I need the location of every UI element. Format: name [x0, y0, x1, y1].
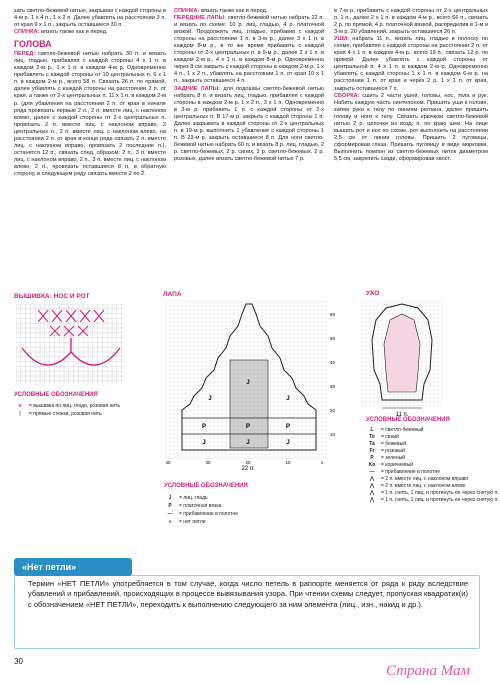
legend-item	[366, 427, 499, 434]
increase-icon: —	[167, 511, 173, 517]
legend-symbol-icon: ⋀	[369, 483, 375, 489]
paw-x-tick: 10	[285, 460, 291, 465]
legend-text: = прибавление в полотне	[381, 469, 440, 475]
paragraph	[174, 15, 324, 85]
legend-item	[164, 518, 238, 526]
legend-text: = 1 п. снять, 1 лиц. и протянуть ее через снятую п.	[381, 497, 499, 503]
paw-y-tick: 50	[330, 336, 336, 341]
paw-x-tick: 1	[320, 460, 324, 465]
paragraph: в 7-м р. прибавить с каждой стороны от 2-х центральных п. 1 п., далее 2 х 1 п. в каждом 4-м р., всего 66 п., связать 2 р. по прямой, 4 р. платочной вязкой, распределив в 1-м и 3-м р. 20 убавлений, закрыть оставшиеся 26 п.	[334, 8, 488, 36]
paw-no-stitch-area	[230, 360, 268, 448]
embroidery-legend	[14, 402, 120, 418]
paw-mark: J	[202, 440, 206, 446]
ear-heading: УХО	[366, 290, 380, 297]
embroidery-grid	[16, 304, 124, 384]
legend-symbol-icon: Ta	[369, 441, 375, 447]
page-number: 30	[14, 657, 23, 666]
legend-text: = вышивка по лиц. глади, розовая нить	[29, 403, 121, 409]
text-column-3	[334, 8, 488, 163]
paw-mark: J	[246, 440, 250, 446]
paw-y-tick: 40	[330, 360, 336, 365]
paw-legend	[164, 494, 238, 526]
legend-text: = светло-бежевый	[381, 427, 424, 433]
stockinette-icon: J	[168, 495, 172, 501]
section-label: УШИ:	[334, 36, 349, 43]
paw-x-tick: 30	[205, 460, 211, 465]
paw-y-tick: 60	[330, 312, 336, 317]
paw-x-tick: 20	[245, 460, 251, 465]
legend-item	[14, 410, 120, 418]
paw-chart	[160, 300, 336, 472]
paragraph-text: для подошвы светло-бежевой нитью набрать 8 п. и вязать лиц. гладью, прибавляя с каждой стороны в каждом 2-м р. 1 х 2 п., 3 х 1 п. Одновременно в 3-м р. прибавить 1 п. с каждой стороны от 2-х центральных п. В 17-м р. закрыть с каждой стороны 1 п. Далее закрывать в каждой стороны от 2-х центральных п. в 19-м р. выполнить 1 убавление с каждой стороны 1 п. В 23-м р. закрыть оставшиеся 8 п. Для ноги светло-бежевой нитью набрать 60 п. и вязать 8 р. лиц. гладью, 2 р. светло-бежевых, 2 р. синих, 2 р. светло-бежевых, 2 р. розовых, далее вязать светло-бежевой нитью 7 р.	[174, 85, 324, 162]
paragraph	[334, 36, 488, 92]
legend-item	[366, 469, 499, 476]
embroidery-heading: ВЫШИВКА: НОС И РОТ	[14, 293, 90, 300]
legend-symbol-icon: P	[370, 455, 374, 461]
legend-text: = синий	[381, 434, 399, 440]
legend-text: = розовый	[381, 448, 405, 454]
paragraph-text: вязать также как и перед.	[39, 29, 108, 36]
legend-item	[366, 455, 499, 462]
legend-item	[14, 402, 120, 410]
straight-stitch-icon: |	[19, 411, 21, 417]
ear-inner-stripe	[384, 314, 420, 392]
paragraph	[334, 93, 488, 163]
paw-legend-title: УСЛОВНЫЕ ОБОЗНАЧЕНИЯ	[164, 483, 248, 489]
legend-text: = нет петли	[179, 519, 206, 525]
paragraph	[174, 86, 324, 164]
embroidery-chart	[16, 304, 126, 386]
legend-item	[164, 502, 238, 510]
paw-mark: J	[208, 396, 212, 402]
paw-mark: J	[246, 380, 250, 386]
ear-chart	[360, 300, 450, 420]
paragraph	[174, 8, 324, 15]
legend-symbol-icon: ⋀	[369, 476, 375, 482]
paragraph	[14, 51, 166, 178]
text-column-1	[14, 8, 166, 178]
section-label: ПЕРЕД:	[14, 51, 36, 58]
section-label: СБОРКА:	[334, 92, 360, 99]
embroidery-legend-title: УСЛОВНЫЕ ОБОЗНАЧЕНИЯ	[14, 392, 98, 398]
paragraph-text: светло-бежевой нитью набрать 22 п. и вязать по схеме: 10 р. лиц. гладью, 4 р. платочной вязкой. Продолжить лиц. гладью, прибавив с каждой стороны на расстоянии 1 п. в 3-м р., далее 3 х 1 п. в каждом 8-м р., в то же время прибавить с каждой стороны от 2-х центральных п. в 9-м р., далее 2 х 1 п. в каждом 2-м р., 4 х 1 п. в каждом 8-м р. Одновременно через 8 см закрыть с каждой стороны в каждом 2-м р. 1 х 4 п., 1 х 2 п., убавлять на расстоянии 1 п. от края 10 х 1 п., закрыть оставшиеся 4 п.	[174, 15, 324, 85]
legend-item	[164, 510, 238, 518]
paragraph-text: сшить 2 части ушей, головы, нос, тела и рук. Набить каждую часть синтепоном. Пришить уши к голове, затем руки к телу по линиям реглана, далее пришить голову и ноги к телу. Связать крючком светло-бежевой нитью 2 р. цепочки из возд. п. по краю шеи. На лице вышить рот и нос по схеме, рот выполнить на расстоянии 2,5 см от линии головы. Пришить 2 пуговицы, сформировав глаза. Пришить пуговицу в виде морковки. Выполнить помпон из светло-бежевых ниток диаметром 5,5 см, закрепить сзади, сформировав хвост.	[334, 92, 488, 162]
ear-legend	[366, 427, 499, 504]
paragraph: зать светло-бежевой нитью, закрывая с каждой стороны в 4-м р. 1 х 4 п., 1 х 2 п. Далее убавлять на расстоянии 3 п. от края 9 х 1 п., закрыть оставшиеся 30 п.	[14, 8, 166, 29]
legend-text: = коричневый	[381, 462, 414, 468]
paw-mark: J	[286, 396, 290, 402]
legend-symbol-icon: L	[370, 427, 374, 433]
legend-item	[366, 441, 499, 448]
paw-y-tick: 30	[330, 384, 336, 389]
garter-icon: P	[168, 503, 172, 509]
ear-width-label: 11 п.	[395, 412, 409, 418]
legend-symbol-icon: Te	[369, 434, 375, 440]
no-stitch-icon: ■	[168, 519, 172, 525]
ear-legend-title: УСЛОВНЫЕ ОБОЗНАЧЕНИЯ	[366, 417, 450, 423]
paw-y-tick: 20	[330, 408, 336, 413]
info-box-title: «Нет петли»	[14, 558, 132, 576]
paw-heading: ЛАПА	[163, 291, 182, 298]
paragraph-text: светло-бежевой нитью набрать 30 п. и вязать лиц. гладью, прибавляя с каждой стороны 4 х 1 п. в каждом 2-м р., 1 х 1 п. в каждом 4-м р. Одновременно прибавлять с каждой стороны от 10 центральных п. 6 х 1 п. в каждом 2-м р., всего 58 п. Связать 26 п. по прямой, далее убавлять с каждой стороны на расстоянии 2 п. от края, а также от 2-х центральных п. 11 х 1 п. в каждом 2-м р. (для убавления на расстоянии 2 п. от края в начале ряда провязать первые 2 п., 2 п. вместе лиц. с наклоном влево, далее с каждой стороны от 2-х центральных п. провязать 2 п. вместе лиц. с наклоном вправо, 2 центральных п., 2 п. вместе лиц. с наклоном влево, на расстоянии 2 п. от края в конце ряда связать 2 п. вместе лиц. с наклоном вправо, провязать 2 последние п.), останется 12 п., связать след. образом: 2 п., 3 п. вместе лиц. с наклоном вправо, 2 п., 3 п. вместе лиц. с наклоном влево, 2 п., провязать оставшиеся 8 п. в обратную сторону, в следующем ряду связать вместе 2 по 2.	[14, 51, 166, 177]
legend-symbol-icon: ⋀	[369, 497, 375, 503]
legend-text: = лиц. гладь	[179, 495, 208, 501]
legend-symbol-icon: —	[369, 469, 375, 475]
info-box-text: Термин «НЕТ ПЕТЛИ» употребляется в том случае, когда число петель в раппорте меняется от ряда к ряду вследствие убавлений и прибавлений, происходящих в процессе вывязывания узора. При чтении схемы следует, пропуская квадратик(и) с обозначением «НЕТ ПЕТЛИ», переходить к выполнению следующего за ним элемента (лиц., изн., накид и др.).	[28, 579, 468, 609]
section-heading: ГОЛОВА	[14, 39, 52, 50]
paw-mark: P	[285, 424, 291, 430]
text-column-2	[174, 8, 324, 163]
legend-symbol-icon: ⋀	[369, 490, 375, 496]
paragraph-text: вязать также как и перед.	[199, 8, 268, 14]
legend-text: = платочная вязка	[179, 503, 222, 509]
legend-item	[366, 476, 499, 483]
legend-symbol-icon: Fr	[369, 448, 375, 454]
legend-text: = прибавление в полотне	[179, 511, 238, 517]
paw-mark: P	[201, 424, 207, 430]
paw-y-tick: 10	[330, 432, 336, 437]
section-label: СПИНКА:	[14, 29, 40, 36]
paw-mark: P	[245, 424, 251, 430]
legend-item	[366, 483, 499, 490]
watermark: Страна Мам	[386, 663, 471, 679]
legend-text: = бежевый	[381, 441, 407, 447]
paragraph	[14, 29, 166, 36]
paw-width-label: 22 п.	[241, 466, 255, 472]
section-label: СПИНКА:	[174, 8, 200, 14]
legend-item	[366, 497, 499, 504]
legend-text: = зеленый	[381, 455, 406, 461]
legend-item	[366, 448, 499, 455]
legend-item	[366, 490, 499, 497]
legend-text: = 2 п. вместе лиц. с наклоном влево	[381, 483, 466, 489]
legend-item	[366, 462, 499, 469]
section-label: ПЕРЕДНИЕ ЛАПЫ:	[174, 15, 226, 22]
embroidery-nose	[38, 310, 104, 336]
legend-text: = 1 п. снять, 1 лиц. и протянуть ее через снятую п.	[381, 490, 499, 496]
legend-item	[164, 494, 238, 502]
legend-item	[366, 434, 499, 441]
cross-stitch-icon: ⨯	[17, 403, 23, 409]
section-label: ЗАДНИЕ ЛАПЫ:	[174, 85, 221, 92]
paw-mark: J	[286, 440, 290, 446]
legend-text: = прямые стежки, розовая нить	[29, 411, 102, 417]
legend-symbol-icon: Ko	[368, 462, 376, 468]
paw-x-tick: 40	[165, 460, 171, 465]
paragraph-text: набрать 11 п., вязать лиц. гладью в полоску по схеме, прибавляя с каждой стороны на расстоянии 2 п. от края 4 х 1 п. в каждом 4-м р., всего 19 п., связать 12 р. по прямой. Далее убавлять с каждой стороны от центральной п. 4 х 1 п. в каждом 2-м р. Одновременно убавлять с каждой стороны 1 х 1 п. в каждом 6-м р. на расстоянии 1 п. от края и через 2 р. 1 х 1 п. от края, закрыть оставшиеся 7 п.	[334, 36, 488, 92]
legend-text: = 2 п. вместе лиц. с наклоном вправо	[381, 476, 469, 482]
